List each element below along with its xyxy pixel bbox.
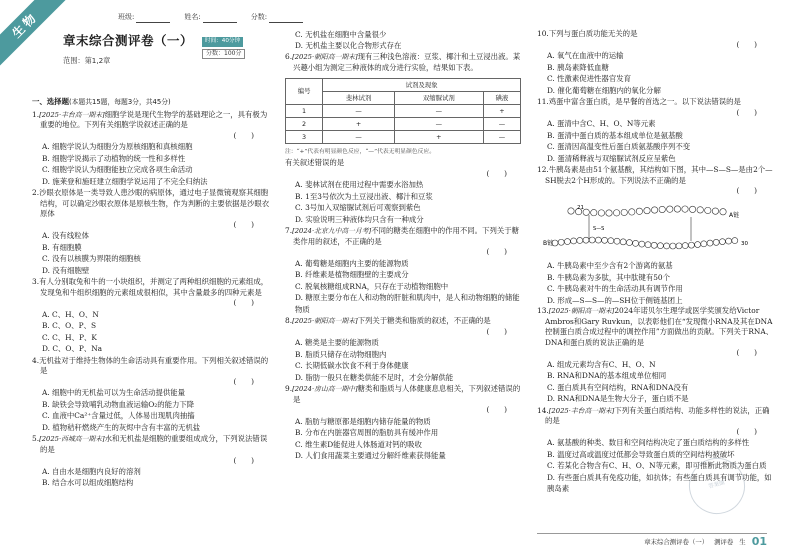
time-badge: 时间：40分钟 — [202, 37, 243, 47]
answer-option[interactable]: B. 温度过高或温度过低都会导致蛋白质的空间结构被破坏 — [547, 449, 735, 459]
answer-option[interactable]: A. 氧气在血液中的运输 — [547, 51, 624, 61]
exam-scope: 范围：第1,2章 — [63, 55, 111, 65]
answer-option[interactable]: A. C、H、O、N — [42, 309, 99, 319]
answer-option[interactable]: D. 有些蛋白质具有免疫功能，如抗体；有些蛋白质具有调节功能，如胰岛素 — [547, 472, 772, 494]
chain-b-residue — [713, 239, 719, 245]
chain-b-residue — [558, 239, 564, 245]
question-item — [537, 306, 775, 405]
question-stem: 鸡蛋中富含蛋白质，是早餐的首选之一。以下说法错误的是 — [548, 97, 741, 107]
column-2 — [285, 29, 525, 463]
question-item — [285, 226, 525, 315]
answer-option[interactable]: B. 牛胰岛素为多肽，其中肽键有50个 — [547, 272, 671, 282]
chain-b-residue — [620, 238, 626, 244]
answer-option[interactable]: D. 蛋清稀释液与双缩脲试剂反应呈紫色 — [547, 153, 676, 163]
answer-option[interactable]: B. RNA和DNA的基本组成单位相同 — [547, 371, 667, 381]
answer-option[interactable]: D. 糖原主要分布在人和动物的肝脏和肌肉中，是人和动物细胞的储能物质 — [295, 293, 520, 314]
answer-option[interactable]: C. 蛋白质具有空间结构，RNA和DNA没有 — [547, 382, 689, 392]
question-number: 1. — [32, 109, 40, 119]
question-number: 4. — [32, 355, 40, 365]
chain-b-residue — [732, 237, 738, 243]
chain-a-residue — [674, 205, 680, 211]
question-stem: 无机盐对于维持生物体的生命活动具有重要作用。下列相关叙述错误的是 — [39, 355, 269, 376]
chain-a-residue — [621, 209, 627, 215]
answer-option[interactable]: C. 牛胰岛素对牛的生命活动具有调节作用 — [547, 284, 683, 294]
table-header-group: 试剂及现象 — [323, 79, 521, 92]
chain-a-residue — [591, 209, 597, 215]
question-stem: 下列与蛋白质功能无关的是 — [548, 29, 638, 38]
answer-bracket[interactable]: ( ) — [736, 426, 757, 436]
chain-b-residue — [719, 238, 725, 244]
chain-b-residue — [701, 240, 707, 246]
class-field[interactable] — [136, 15, 170, 23]
question-number: 9. — [285, 384, 293, 394]
question-list-3a — [537, 29, 775, 197]
chain-a-residue — [705, 207, 711, 213]
question-item — [537, 97, 775, 164]
answer-option[interactable]: A. 蛋清中含C、H、O、N等元素 — [547, 119, 656, 129]
table-col-biuret: 双缩脲试剂 — [394, 92, 483, 105]
table-col-fehling: 斐林试剂 — [323, 92, 395, 105]
question-item — [32, 188, 272, 276]
footer-subject: 生 — [739, 537, 746, 546]
answer-option[interactable]: A. 自由水是细胞内良好的溶剂 — [42, 467, 141, 477]
chain-b-residue — [657, 242, 663, 248]
label-a-chain: A链 — [729, 211, 740, 219]
question-source: [2024·北京九中高一月考] — [292, 227, 372, 236]
insulin-chain-svg — [541, 201, 761, 255]
answer-bracket[interactable]: ( ) — [736, 107, 757, 117]
answer-option[interactable]: B. 胰岛素降低血糖 — [547, 62, 609, 72]
chain-b-residue — [571, 238, 577, 244]
answer-bracket[interactable]: ( ) — [736, 39, 757, 49]
answer-option[interactable]: D. 植物秸秆燃烧产生的灰烬中含有丰富的无机盐 — [42, 422, 201, 432]
footer-type: 测评卷 — [714, 537, 734, 546]
answer-option[interactable]: A. 斐林试剂在使用过程中需要水浴加热 — [295, 180, 424, 190]
question-number: 7. — [285, 226, 293, 236]
subject-tab: 生物 — [0, 0, 70, 70]
question-source: [2025·丰台高一期末] — [548, 406, 615, 415]
chain-a-residue — [682, 205, 688, 211]
answer-option[interactable]: B. 结合水可以组成细胞结构 — [42, 478, 134, 488]
answer-option[interactable]: D. C、O、P、Na — [42, 344, 103, 354]
subject-corner — [0, 0, 70, 70]
answer-option[interactable]: C. C、H、P、K — [42, 332, 97, 342]
answer-option[interactable]: A. 氨基酸的种类、数目和空间结构决定了蛋白质结构的多样性 — [547, 438, 750, 448]
insulin-diagram — [541, 201, 775, 259]
question-stem: 不同的糖类在细胞中的作用不同。下列关于糖类作用的叙述，不正确的是 — [293, 226, 520, 246]
answer-option[interactable]: A. 脂肪与糖原都是细胞内储存能量的物质 — [295, 416, 431, 426]
answer-option[interactable]: D. 实验说明三种液体均只含有一种成分 — [295, 214, 424, 224]
chain-b-residue — [707, 240, 713, 246]
chain-b-residue — [664, 243, 670, 249]
question-stem: 有人分别取兔和牛的一小块组织，并测定了两种组织细胞的元素组成，发现兔和牛组织细胞的元素组成很相似，其中含量最多的四种元素是 — [39, 277, 269, 297]
chain-a-residue — [720, 208, 726, 214]
chain-b-residue — [682, 242, 688, 248]
table-footnote: 注：“+”代表有明显颜色反应，“—”代表无明显颜色反应。 — [285, 149, 436, 156]
chain-a-residue — [667, 206, 673, 212]
answer-option[interactable]: C. 蛋清因高温变性后蛋白质氨基酸序列不变 — [547, 142, 691, 152]
column-1 — [32, 97, 272, 490]
answer-option[interactable]: B. 蛋清中蛋白质的基本组成单位是氨基酸 — [547, 130, 683, 140]
column-3 — [537, 29, 775, 496]
question-number: 3. — [32, 277, 40, 287]
experiment-table — [285, 78, 521, 144]
chain-b-residue — [676, 242, 682, 248]
question-number: 10. — [537, 29, 549, 38]
answer-option[interactable]: C. 脱氧核糖组成RNA，只存在于动植物细胞中 — [295, 281, 449, 291]
answer-option[interactable]: A. 没有线粒体 — [42, 231, 89, 241]
question-stem: 沙眼衣原体是一类导致人患沙眼的病原体，通过电子显微镜观察其细胞结构，可以确定沙眼衣原体是原核生物，作为判断的主要依据是沙眼衣原体 — [39, 188, 270, 219]
chain-a-residue — [568, 207, 574, 213]
answer-option[interactable]: D. 人们食用蔬菜主要通过分解纤维素获得能量 — [295, 451, 446, 461]
label-30: 30 — [741, 240, 748, 247]
answer-option[interactable]: B. 缺铁会导致哺乳动物血液运输O₂的能力下降 — [42, 399, 195, 409]
chain-a-residue — [606, 209, 612, 215]
answer-bracket[interactable]: ( ) — [486, 326, 507, 336]
chain-b-residue — [583, 237, 589, 243]
answer-option[interactable]: A. 糖类是主要的能源物质 — [295, 338, 379, 348]
question-item — [32, 110, 272, 188]
student-info — [118, 13, 303, 23]
answer-bracket[interactable]: ( ) — [233, 298, 254, 308]
question-number: 13. — [537, 306, 549, 315]
question-item — [537, 29, 775, 96]
chain-a-residue — [598, 209, 604, 215]
chain-a-residue — [629, 208, 635, 214]
answer-option[interactable]: C. 性激素促进性器官发育 — [547, 74, 631, 84]
answer-option[interactable]: B. 细胞学说揭示了动植物的统一性和多样性 — [42, 153, 186, 163]
chain-b-residue — [726, 238, 732, 244]
chain-a-residue — [644, 207, 650, 213]
question-item — [285, 316, 525, 383]
answer-bracket[interactable]: ( ) — [233, 219, 254, 229]
page-title: 章末综合测评卷（一） — [63, 33, 194, 48]
name-label: 姓名: — [184, 13, 201, 21]
table-row: 2 + — — — [286, 118, 521, 131]
chain-b-residue — [602, 237, 608, 243]
answer-bracket[interactable]: ( ) — [736, 348, 757, 358]
chain-a-residue — [689, 206, 695, 212]
question-number: 2. — [32, 188, 40, 198]
question-source: [2025·朝阳高一期末] — [548, 307, 615, 315]
chain-a-residue — [651, 206, 657, 212]
table-col-iodine: 碘液 — [483, 92, 520, 105]
answer-option[interactable]: B. 纤维素是植物细胞壁的主要成分 — [295, 270, 409, 280]
score-field[interactable] — [269, 15, 303, 23]
section-heading: 一、选择题(本题共15题，每题3分，共45分) — [32, 97, 171, 106]
total-score: 分数：100分 — [202, 49, 245, 60]
chain-b-residue — [645, 241, 651, 247]
chain-b-residue — [651, 242, 657, 248]
chain-b-residue — [626, 239, 632, 245]
page-footer — [644, 534, 767, 550]
answer-bracket[interactable]: ( ) — [233, 455, 254, 465]
answer-option[interactable]: D. 形成—S—S—的—SH位于侧链基团上 — [547, 295, 683, 305]
chain-a-residue — [636, 208, 642, 214]
chain-b-residue — [614, 238, 620, 244]
question-item — [285, 384, 525, 462]
answer-bracket[interactable]: ( ) — [233, 376, 254, 386]
label-21: 21 — [577, 204, 584, 211]
question-list-1 — [32, 110, 272, 489]
question-number: 5. — [32, 434, 40, 444]
question-item: 有关叙述错误的是 ( ) A. 斐林试剂在使用过程中需要水浴加热 B. 1至3号依次为土豆浸出液、椰汁和豆浆 C. 3号加入双缩脲试剂后可观察到紫色 D. 实验说明三种液体均只含有一种成分 — [285, 158, 525, 225]
chain-b-residue — [633, 240, 639, 246]
table-header-num: 编号 — [286, 79, 323, 105]
question-stem: 下列有关蛋白质结构、功能多样性的说法，正确的是 — [545, 405, 770, 426]
question-source: [2025·西城高一期末] — [39, 435, 105, 444]
question-item — [32, 434, 272, 489]
answer-option[interactable]: B. 1至3号依次为土豆浸出液、椰汁和豆浆 — [295, 191, 433, 201]
answer-option[interactable]: D. RNA和DNA是生物大分子，蛋白质不是 — [547, 394, 689, 404]
answer-bracket[interactable]: ( ) — [736, 186, 757, 196]
answer-option[interactable]: D. 无机盐主要以化合物形式存在 — [295, 41, 402, 51]
chain-a-residue — [659, 206, 665, 212]
label-ss: S—S — [593, 225, 605, 232]
label-b-chain: B链 — [543, 239, 554, 247]
footer-title: 章末综合测评卷（一） — [644, 537, 709, 546]
table-row: 3 — + — — [286, 131, 521, 144]
answer-bracket[interactable]: ( ) — [486, 247, 507, 257]
answer-option[interactable]: D. 施莱登和施旺建立细胞学说运用了不完全归纳法 — [42, 176, 208, 186]
answer-option[interactable]: C. 3号加入双缩脲试剂后可观察到紫色 — [295, 203, 421, 213]
chain-b-residue — [639, 241, 645, 247]
question-number: 11. — [537, 97, 549, 107]
answer-option[interactable]: B. 有细胞膜 — [42, 242, 82, 252]
chain-b-residue — [564, 238, 570, 244]
title-block — [63, 32, 283, 66]
answer-option[interactable]: C. 长期低碳水饮食不利于身体健康 — [295, 361, 409, 371]
question-source: [2024·房山高一期中] — [292, 385, 358, 394]
answer-option[interactable]: A. 细胞中的无机盐可以为生命活动提供能量 — [42, 388, 186, 398]
question-stem: 糖类和脂质与人体健康息息相关，下列叙述错误的是 — [293, 384, 521, 404]
answer-bracket[interactable]: ( ) — [486, 405, 507, 415]
question-stem: 2024年诺贝尔生理学或医学奖颁发给Victor Ambros和Gary Ruvkun，以表彰他们在“发现微小RNA及其在DNA控制蛋白质合成过程中的调控作用”方面做出的贡献。下列关于RNA、DNA和蛋白质的说法正确的是 — [545, 306, 774, 347]
name-field[interactable] — [203, 15, 237, 23]
chain-a-residue — [613, 209, 619, 215]
question-item: 6.[2025·朝阳高一期末]现有三种浅色溶液：豆浆、椰汁和土豆浸出液。某兴趣小组为测定三种液体的成分进行实验，结果如下表。 — [285, 51, 521, 72]
chain-b-residue — [670, 243, 676, 249]
class-label: 班级: — [118, 13, 135, 21]
question-number: 14. — [537, 405, 549, 415]
answer-option[interactable]: B. 分布在内脏器官周围的脂肪具有缓冲作用 — [295, 428, 439, 438]
answer-option[interactable]: D. 催化葡萄糖在细胞内的氧化分解 — [547, 85, 661, 95]
question-item: 12.牛胰岛素是由51个氨基酸，其结构如下图，其中—S—S—是由2个—SH脱去2个H形成的。下列说法不正确的是 ( ) — [537, 165, 775, 197]
answer-option[interactable]: A. 葡萄糖是细胞内主要的能源物质 — [295, 258, 409, 268]
answer-option[interactable]: C. 血液中Ca²⁺含量过低，人体易出现肌肉抽搐 — [42, 411, 195, 421]
question-list-2a — [285, 29, 525, 73]
question-stem: 水和无机盐是细胞的重要组成成分，下列说法错误的是 — [40, 434, 268, 454]
chain-b-residue — [577, 237, 583, 243]
chain-b-residue — [688, 242, 694, 248]
table-row: 1 — — + — [286, 105, 521, 118]
answer-option[interactable]: D. 脂肪一般只在糖类供能不足时，才会分解供能 — [295, 372, 454, 382]
question-item — [32, 277, 272, 355]
answer-option[interactable]: D. 没有细胞壁 — [42, 265, 90, 275]
answer-option[interactable]: B. C、O、P、S — [42, 321, 97, 331]
answer-option[interactable]: C. 细胞学说认为细胞能独立完成各项生命活动 — [42, 165, 193, 175]
answer-option[interactable]: C. 维生素D能促进人体肠道对钙的吸收 — [295, 439, 422, 449]
answer-bracket[interactable]: ( ) — [486, 168, 507, 178]
chain-b-residue — [589, 237, 595, 243]
question-stem: 下列关于糖类和脂质的叙述，不正确的是 — [357, 316, 491, 326]
watermark-stamp: 答案圈 — [683, 452, 752, 521]
page-number: 01 — [751, 535, 767, 549]
answer-option[interactable]: C. 若某化合物含有C、H、O、N等元素，即可推断此物质为蛋白质 — [547, 461, 767, 471]
answer-option[interactable]: C. 无机盐在细胞中含量很少 — [295, 30, 387, 39]
question-source: [2025·丰台高一期末] — [39, 110, 105, 119]
answer-option[interactable]: A. 细胞学说认为细胞分为原核细胞和真核细胞 — [42, 142, 193, 152]
chain-a-residue — [697, 206, 703, 212]
time-box — [202, 35, 245, 59]
question-stem: 细胞学说是现代生物学的基础理论之一，具有极为重要的地位。下列有关细胞学说叙述正确的是 — [40, 109, 268, 130]
question-list-3b — [537, 260, 775, 494]
question-source: [2025·朝阳高一期末] — [292, 317, 358, 326]
answer-option[interactable]: C. 没有以核膜为界限的细胞核 — [42, 254, 141, 264]
chain-b-residue — [695, 241, 701, 247]
chain-a-residue — [712, 208, 718, 214]
answer-option[interactable]: A. 组成元素均含有C、H、O、N — [547, 359, 656, 369]
question-item — [32, 356, 272, 434]
answer-option[interactable]: B. 脂质只储存在动物细胞内 — [295, 349, 387, 359]
question-list-2b — [285, 158, 525, 462]
answer-bracket[interactable]: ( ) — [233, 130, 254, 140]
question-number: 8. — [285, 316, 293, 326]
chain-b-residue — [608, 237, 614, 243]
answer-option[interactable]: A. 牛胰岛素中至少含有2个游离的氨基 — [547, 261, 673, 271]
chain-b-residue — [595, 237, 601, 243]
score-label: 分数: — [250, 13, 268, 21]
